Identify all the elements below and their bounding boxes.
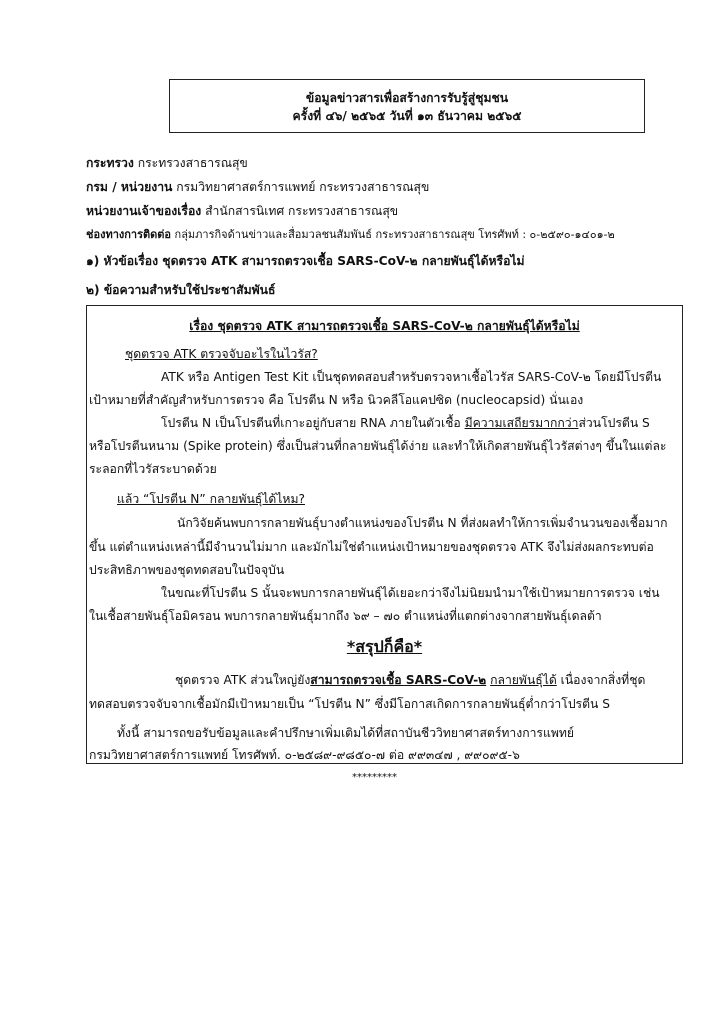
contact-label: ช่องทางการติดต่อ xyxy=(86,228,172,241)
owner-label: หน่วยงานเจ้าของเรื่อง xyxy=(86,204,202,218)
para-3-line-2: ขึ้น แต่ตำแหน่งเหล่านี้มีจำนวนไม่มาก และมักไม่ใช่ตำแหน่งเป้าหมายของชุดตรวจ ATK จึงไม่ส่งผลกระทบต่อ xyxy=(89,540,654,554)
header-title: ข้อมูลข่าวสารเพื่อสร้างการรับรู้สู่ชุมชน xyxy=(305,91,509,105)
para-6-line-1: ทั้งนี้ สามารถขอรับข้อมูลและคำปรึกษาเพิ่มเติมได้ที่สถาบันชีววิทยาศาสตร์ทางการแพทย์ xyxy=(117,726,575,740)
issue-line: ครั้งที่ ๔๖/ ๒๕๖๕ วันที่ ๑๓ ธันวาคม ๒๕๖๕ xyxy=(292,109,522,123)
para-1-line-2: เป้าหมายที่สำคัญสำหรับการตรวจ คือ โปรตีน N หรือ นิวคลีโอแคปซิด (nucleocapsid) นั่นเอง xyxy=(89,393,584,407)
para-2-line-2: หรือโปรตีนหนาม (Spike protein) ซึ่งเป็นส่วนที่กลายพันธุ์ได้ง่าย และทำให้เกิดสายพันธุ์ไวรัสต่างๆ ขึ้นในแต่ละ xyxy=(89,439,667,453)
section-topic: ๑) หัวข้อเรื่อง ชุดตรวจ ATK สามารถตรวจเชื้อ SARS-CoV-๒ กลายพันธุ์ได้หรือไม่ xyxy=(86,254,525,268)
footer-stars: ********* xyxy=(352,772,397,783)
para-4-line-1: ในขณะที่โปรตีน S นั้นจะพบการกลายพันธุ์ได้เยอะกว่าจึงไม่นิยมนำมาใช้เป้าหมายการตรวจ เช่น xyxy=(161,586,660,600)
para-3-line-3: ประสิทธิภาพของชุดทดสอบในปัจจุบัน xyxy=(89,563,285,577)
para-5-text-a: ชุดตรวจ ATK ส่วนใหญ่ยัง xyxy=(175,673,311,687)
article-title: เรื่อง ชุดตรวจ ATK สามารถตรวจเชื้อ SARS-CoV-๒ กลายพันธุ์ได้หรือไม่ xyxy=(189,319,580,333)
para-3-line-1: นักวิจัยค้นพบการกลายพันธุ์บางตำแหน่งของโปรตีน N ที่ส่งผลทำให้การเพิ่มจำนวนของเชื้อมาก xyxy=(177,516,668,530)
question-1: ชุดตรวจ ATK ตรวจจับอะไรในไวรัส? xyxy=(125,347,318,361)
para-6-line-2: กรมวิทยาศาสตร์การแพทย์ โทรศัพท์. ๐-๒๕๘๙-๙๘๕๐-๗ ต่อ ๙๙๓๔๗ , ๙๙๐๙๕-๖ xyxy=(89,748,520,762)
owner-row xyxy=(86,203,398,219)
para-5-text-b: เนื่องจากสิ่งที่ชุด xyxy=(556,673,646,687)
ministry-label: กระทรวง xyxy=(86,156,134,170)
dept-row xyxy=(86,179,429,195)
para-5-line-2: ทดสอบตรวจจับจากเชื้อมักมีเป้าหมายเป็น “โปรตีน N” ซึ่งมีโอกาสเกิดการกลายพันธุ์ต่ำกว่าโปรตีน S xyxy=(89,697,610,711)
dept-value: กรมวิทยาศาสตร์การแพทย์ กระทรวงสาธารณสุข xyxy=(176,180,430,194)
para-2-text-b: ส่วนโปรตีน S xyxy=(578,416,650,430)
para-2-underlined: มีความเสถียรมากกว่า xyxy=(464,416,579,430)
contact-row xyxy=(86,227,615,243)
ministry-row xyxy=(86,155,248,171)
header-box xyxy=(169,79,645,133)
para-4-line-2: ในเชื้อสายพันธุ์โอมิครอน พบการกลายพันธุ์มากถึง ๖๙ – ๗๐ ตำแหน่งที่แตกต่างจากสายพันธุ์เดลต้า xyxy=(89,609,602,623)
dept-label: กรม / หน่วยงาน xyxy=(86,180,173,194)
para-5-underlined-1: สามารถตรวจเชื้อ SARS-CoV-๒ xyxy=(310,673,487,687)
para-2-text-a: โปรตีน N เป็นโปรตีนที่เกาะอยู่กับสาย RNA ภายในตัวเชื้อ xyxy=(161,416,465,430)
contact-value: กลุ่มภารกิจด้านข่าวและสื่อมวลชนสัมพันธ์ กระทรวงสาธารณสุข โทรศัพท์ : ๐-๒๕๙๐-๑๔๐๑-๒ xyxy=(174,228,615,241)
section-message: ๒) ข้อความสำหรับใช้ประชาสัมพันธ์ xyxy=(86,283,276,297)
para-2-line-3: ระลอกที่ไวรัสระบาดด้วย xyxy=(89,462,217,476)
owner-value: สำนักสารนิเทศ กระทรวงสาธารณสุข xyxy=(205,204,399,218)
para-2-line-1 xyxy=(161,415,650,431)
para-5-underlined-2: กลายพันธุ์ได้ xyxy=(490,673,557,687)
question-2: แล้ว “โปรตีน N” กลายพันธุ์ได้ไหม? xyxy=(117,492,305,506)
summary-title: *สรุปก็คือ* xyxy=(346,637,423,656)
ministry-value: กระทรวงสาธารณสุข xyxy=(137,156,248,170)
para-1-line-1: ATK หรือ Antigen Test Kit เป็นชุดทดสอบสำหรับตรวจหาเชื้อไวรัส SARS-CoV-๒ โดยมีโปรตีน xyxy=(161,370,662,384)
para-5-line-1 xyxy=(175,672,645,688)
article-box xyxy=(86,305,683,764)
